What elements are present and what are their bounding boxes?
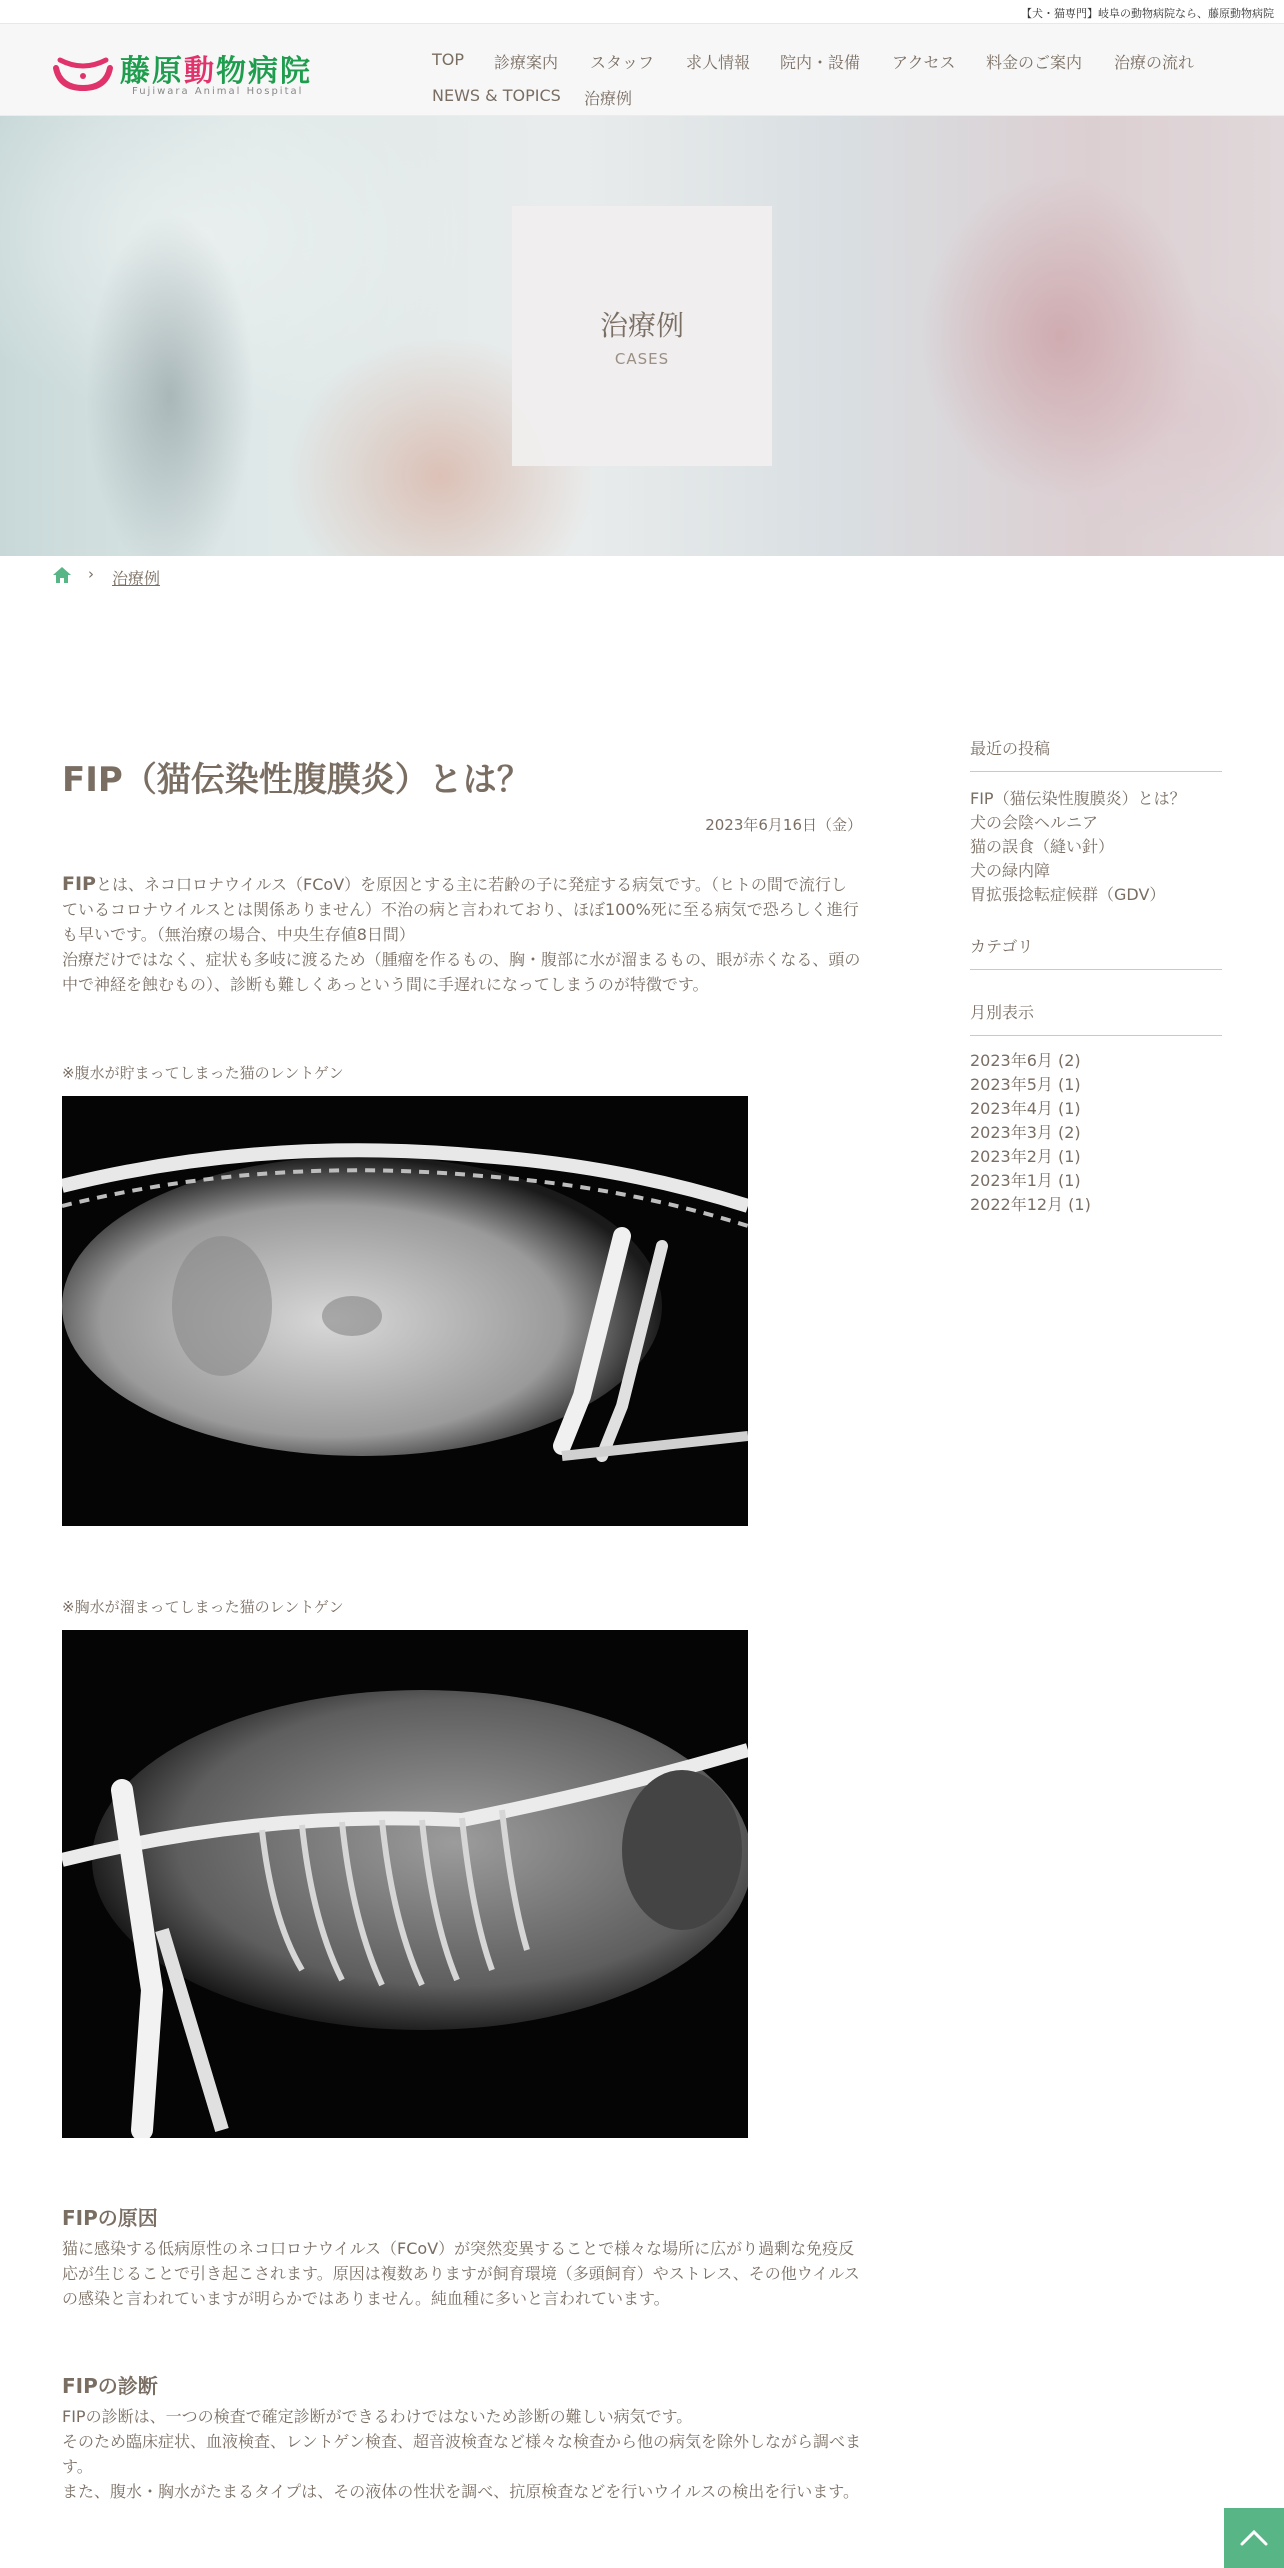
diagnosis-text-3: また、腹水・胸水がたまるタイプは、その液体の性状を調べ、抗原検査などを行いウイルスの検出を行います。 [62, 2482, 859, 2501]
nav-pricing[interactable]: 料金のご案内 [986, 53, 1083, 72]
diagnosis-paragraph [62, 2404, 862, 2504]
hero-title: 治療例 [599, 309, 684, 342]
post-date: 2023年6月16日（金） [705, 816, 862, 834]
logo-mark-icon [52, 50, 114, 94]
hero-banner [0, 116, 1284, 556]
logo-name-b-rest: 物病院 [216, 54, 312, 89]
hero-subtitle: CASES [614, 350, 670, 368]
intro-text: とは、ネコ⼝ロナウイルス（FCoV）を原因とする主に若齢の子に発症する病気です。（ヒトの間で流行しているコロナウイルスとは関係ありません）不治の病と言われており、ほぼ100%死に至る病気で恐ろしく進行も早いです。（無治療の場合、中央生存値8日間） [62, 875, 859, 944]
sidebar-recent-item[interactable]: 犬の緑内障 [970, 861, 1051, 880]
top-strip [0, 0, 1284, 24]
top-strip-text: 【犬・猫専門】岐阜の動物病院なら、藤原動物病院 [1021, 7, 1274, 20]
sidebar-month-item[interactable]: 2023年3月 (2) [970, 1123, 1081, 1142]
home-icon[interactable] [52, 565, 72, 585]
intro-text-2: 治療だけではなく、症状も多岐に渡るため（腫瘤を作るもの、胸・腹部に水が溜まるもの、眼が赤くなる、頭の中で神経を蝕むもの）、診断も難しくあっという間に手遅れになってしまうのが特徴です。 [62, 950, 861, 994]
diagnosis-text-2: そのため臨床症状、血液検査、レントゲン検査、超音波検査など様々な検査から他の病気を除外しながら調べます。 [62, 2432, 861, 2476]
logo-name-a: 藤原 [120, 54, 184, 89]
site-logo[interactable] [52, 46, 312, 102]
sidebar-recent-item[interactable]: FIP（猫伝染性腹膜炎）とは？ [970, 789, 1186, 808]
breadcrumb-separator: › [88, 565, 94, 583]
intro-paragraph [62, 872, 862, 997]
nav-facility[interactable]: 院内・設備 [780, 53, 861, 72]
xray-caption-2: ※胸水が溜まってしまった猫のレントゲン [62, 1598, 344, 1616]
nav-news[interactable]: NEWS & TOPICS [432, 86, 561, 105]
xray-caption-1: ※腹水が貯まってしまった猫のレントゲン [62, 1064, 344, 1082]
sidebar-recent-heading: 最近の投稿 [970, 736, 1222, 772]
nav-recruit[interactable]: 求人情報 [686, 53, 751, 72]
sidebar-month-item[interactable]: 2023年4月 (1) [970, 1099, 1081, 1118]
sidebar-month-item[interactable]: 2023年2月 (1) [970, 1147, 1081, 1166]
sidebar-monthly-heading: 月別表示 [970, 1000, 1222, 1036]
breadcrumb-current[interactable]: 治療例 [112, 569, 161, 588]
hero-title-box [512, 206, 772, 466]
sidebar-recent-item[interactable]: 犬の会陰ヘルニア [970, 813, 1099, 832]
sidebar-recent-item[interactable]: 猫の誤食（縫い針） [970, 837, 1115, 856]
diagnosis-heading: FIPの診断 [62, 2374, 158, 2398]
site-header [0, 24, 1284, 116]
xray-image-chest [62, 1630, 748, 2138]
nav-access[interactable]: アクセス [892, 53, 956, 72]
cause-paragraph: 猫に感染する低病原性のネコ⼝ロナウイルス（FCoV）が突然変異することで様々な場所に広がり過剰な免疫反応が生じることで引き起こされます。原因は複数ありますが飼育環境（多頭飼育）やストレス、その他ウイルスの感染と言われていますが明らかではありません。純血種に多いと言われています。 [62, 2239, 860, 2308]
post-title: FIP（猫伝染性腹膜炎）とは？ [62, 760, 531, 800]
chevron-up-icon [1224, 2508, 1284, 2568]
sidebar-month-item[interactable]: 2023年6月 (2) [970, 1051, 1081, 1070]
cause-heading: FIPの原因 [62, 2206, 158, 2230]
sidebar-month-item[interactable]: 2023年1月 (1) [970, 1171, 1081, 1190]
nav-flow[interactable]: 治療の流れ [1114, 53, 1195, 72]
nav-staff[interactable]: スタッフ [590, 53, 655, 72]
sidebar-month-item[interactable]: 2022年12月 (1) [970, 1195, 1091, 1214]
sidebar-recent-item[interactable]: 胃拡張捻転症候群（GDV） [970, 885, 1166, 904]
logo-subtitle: Fujiwara Animal Hospital [132, 86, 304, 97]
xray-chest-graphic [62, 1630, 748, 2138]
page-top-button[interactable] [1224, 2508, 1284, 2568]
logo-name-accent: 動 [184, 54, 216, 89]
nav-top[interactable]: TOP [432, 50, 465, 69]
diagnosis-text-1: FIPの診断は、一つの検査で確定診断ができるわけではないため診断の難しい病気です。 [62, 2407, 693, 2426]
xray-abdomen-graphic [62, 1096, 748, 1526]
logo-name [120, 46, 312, 90]
nav-cases[interactable]: 治療例 [584, 89, 633, 108]
intro-lead: FIP [62, 873, 96, 895]
xray-image-abdomen [62, 1096, 748, 1526]
sidebar-month-item[interactable]: 2023年5月 (1) [970, 1075, 1081, 1094]
sidebar-category-heading: カテゴリ [970, 934, 1222, 970]
nav-services[interactable]: 診療案内 [494, 53, 559, 72]
